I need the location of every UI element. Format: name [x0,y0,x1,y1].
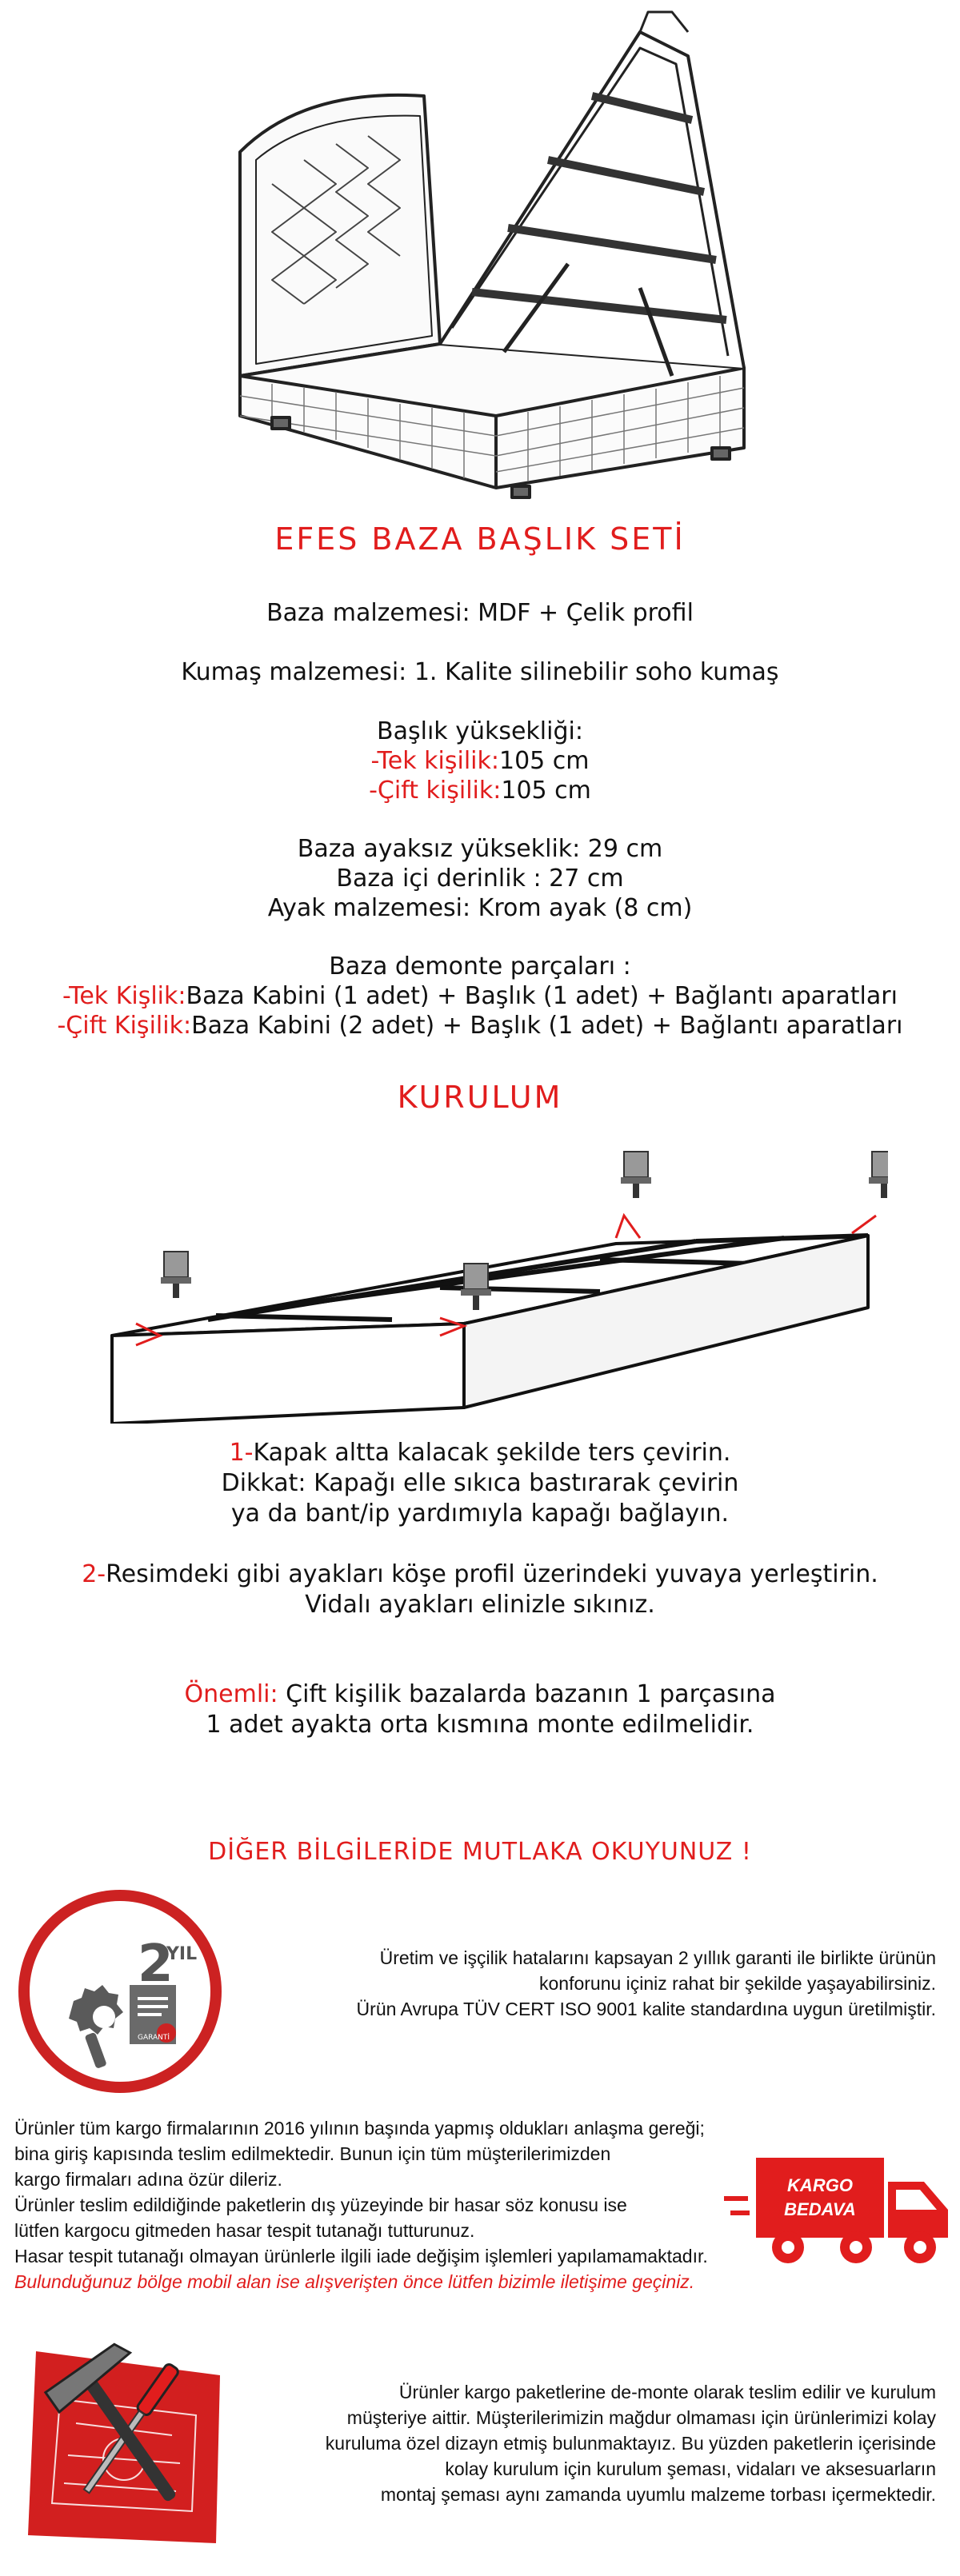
spec-height: Baza ayaksız yükseklik: 29 cm [297,835,663,863]
important-label: Önemli: [184,1680,278,1708]
single-value: 105 cm [498,747,590,775]
badge-number: 2 [138,1935,174,1994]
spec-parts-heading: Baza demonte parçaları : [329,953,631,980]
truck-label-line2: BEDAVA [784,2199,856,2219]
warranty-text [232,1945,936,2022]
double-label: -Çift kişilik: [369,777,502,805]
parts-double-value: Baza Kabini (2 adet) + Başlık (1 adet) + Bağlantı aparatları [191,1012,903,1040]
parts-single-value: Baza Kabini (1 adet) + Başlık (1 adet) + Bağlantı aparatları [186,982,898,1010]
shipping-line3: kargo firmaları adına özür dileriz. [14,2169,282,2190]
warranty-line1: Üretim ve işçilik hatalarını kapsayan 2 yıllık garanti ile birlikte ürünün [379,1947,936,1968]
step1-line3: ya da bant/ip yardımıyla kapağı bağlayın. [230,1500,730,1528]
tools-icon [12,2319,240,2559]
shipping-line6: Hasar tespit tutanağı olmayan ürünlerle ilgili iade değişim işlemleri yapılamamaktadır. [14,2246,708,2266]
step2-line2: Vidalı ayakları elinizle sıkınız. [305,1591,655,1619]
spec-headboard-single [0,746,960,776]
single-label: -Tek kişilik: [370,747,499,775]
double-value: 105 cm [501,777,591,805]
assembly-line4: kolay kurulum için kurulum şeması, vidaları ve aksesuarların [445,2458,936,2479]
step2-number: 2- [82,1560,106,1588]
spec-material: Baza malzemesi: MDF + Çelik profil [266,599,694,627]
badge-unit: YIL [166,1944,198,1964]
assembly-line1: Ürünler kargo paketlerine de-monte olarak teslim edilir ve kurulum [398,2382,936,2402]
product-title: EFES BAZA BAŞLIK SETİ [274,521,686,557]
bed-illustration [192,0,768,512]
spec-depth: Baza içi derinlik : 27 cm [336,865,624,893]
step1-line1: 1-Kapak altta kalacak şekilde ters çevirin. [229,1439,731,1467]
shipping-line4: Ürünler teslim edildiğinde paketlerin dış yüzeyinde bir hasar söz konusu ise [14,2195,627,2215]
warranty-line2: konforunu içiniz rahat bir şekilde yaşayabilirsiniz. [538,1973,936,1994]
assembly-line3: kuruluma özel dizayn etmiş bulunmaktayız. Bu yüzden paketlerin içerisinde [325,2433,936,2454]
shipping-line1: Ürünler tüm kargo firmalarının 2016 yılının başında yapmış oldukları anlaşma gereği; [14,2118,705,2139]
parts-single-label: -Tek Kişlik: [62,982,186,1010]
badge-seal: GARANTİ [138,2034,170,2042]
warranty-line3: Ürün Avrupa TÜV CERT ISO 9001 kalite standardına uygun üretilmiştir. [356,1999,936,2019]
shipping-line5: lütfen kargocu gitmeden hasar tespit tutanağı tutturunuz. [14,2220,475,2241]
shipping-line2: bina giriş kapısında teslim edilmektedir. Bunun için tüm müşterilerimizden [14,2143,611,2164]
truck-icon [724,2150,956,2270]
important-line1: Önemli: Çift kişilik bazalarda bazanın 1 parçasına [184,1680,776,1708]
assembly-text [232,2379,936,2507]
spec-fabric: Kumaş malzemesi: 1. Kalite silinebilir soho kumaş [181,658,779,686]
parts-double-label: -Çift Kişilik: [57,1012,192,1040]
truck-label-line1: KARGO [787,2175,853,2195]
step2-line1: 2-Resimdeki gibi ayakları köşe profil üzerindeki yuvaya yerleştirin. [82,1560,878,1588]
shipping-text [14,2115,814,2294]
assembly-line5: montaj şeması aynı zamanda uyumlu malzeme torbası içermektedir. [380,2484,936,2505]
installation-title: KURULUM [397,1080,563,1115]
step1-number: 1- [229,1439,254,1467]
assembly-line2: müşteriye aittir. Müşterilerimizin mağdur olmaması için ürünlerimizi kolay [346,2407,936,2428]
spec-headboard-heading: Başlık yüksekliği: [377,717,583,745]
shipping-line7: Bulunduğunuz bölge mobil alan ise alışverişten önce lütfen bizimle iletişime geçiniz. [14,2271,695,2292]
warranty-badge-icon [18,1889,222,2094]
step1-line2: Dikkat: Kapağı elle sıkıca bastırarak çevirin [221,1469,739,1497]
spec-parts-double [0,1011,960,1040]
spec-legs: Ayak malzemesi: Krom ayak (8 cm) [267,894,693,922]
installation-diagram [88,1136,888,1424]
important-line2: 1 adet ayakta orta kısmına monte edilmelidir. [206,1711,754,1739]
notice-title: DİĞER BİLGİLERİDE MUTLAKA OKUYUNUZ ! [208,1838,752,1866]
spec-headboard-double [0,776,960,805]
spec-parts-single [0,981,960,1011]
